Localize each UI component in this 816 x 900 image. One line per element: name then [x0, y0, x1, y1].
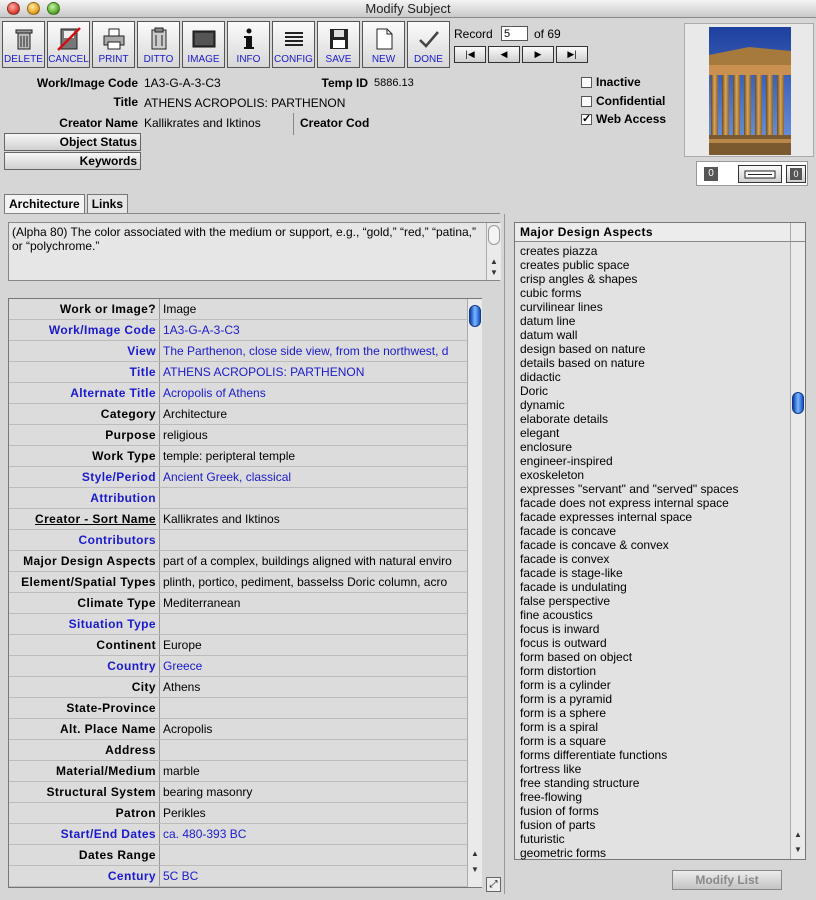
field-help-text: (Alpha 80) The color associated with the medium or support, e.g., “gold,” “red,” “patina,” or “polychrome.” [12, 225, 476, 253]
field-value[interactable] [163, 698, 465, 718]
list-scroll-up-icon[interactable]: ▲ [794, 830, 802, 839]
tab-bar [4, 194, 130, 214]
modify-list-button[interactable]: Modify List [672, 870, 782, 890]
confidential-checkbox[interactable] [581, 94, 665, 108]
header-divider [293, 113, 294, 135]
field-label: Work Type [9, 446, 160, 466]
next-record-button[interactable] [522, 46, 554, 63]
title-value: ATHENS ACROPOLIS: PARTHENON [144, 96, 346, 110]
title-label: Title [113, 95, 138, 109]
printer-icon [101, 26, 127, 52]
ditto-button-label: DITTO [143, 54, 174, 65]
field-row [9, 488, 467, 509]
list-item[interactable]: form is a square [520, 734, 607, 748]
field-value[interactable]: 5C BC [163, 869, 199, 883]
field-value[interactable]: religious [163, 428, 208, 442]
inactive-checkbox-label: Inactive [596, 75, 641, 89]
list-item[interactable]: facade expresses internal space [520, 510, 693, 524]
list-item[interactable]: form is a spiral [520, 720, 599, 734]
field-label: Alt. Place Name [9, 719, 160, 739]
list-item[interactable]: geometric forms [520, 846, 607, 860]
field-label: Continent [9, 635, 160, 655]
field-label: Purpose [9, 425, 160, 445]
list-item[interactable]: false perspective [520, 594, 611, 608]
tab-links[interactable]: Links [87, 194, 128, 213]
field-label[interactable]: Country [9, 656, 160, 676]
thumbnail-controls [696, 161, 808, 186]
field-value[interactable]: Perikles [163, 806, 206, 820]
image-button-label: IMAGE [187, 54, 220, 65]
list-item[interactable]: exoskeleton [520, 468, 585, 482]
field-label[interactable]: Creator - Sort Name [9, 509, 160, 529]
record-field-table [8, 298, 482, 888]
list-item[interactable]: datum line [520, 314, 576, 328]
field-row [9, 362, 467, 383]
list-item[interactable]: datum wall [520, 328, 578, 342]
list-item[interactable]: facade is concave & convex [520, 538, 669, 552]
confidential-checkbox-box[interactable] [581, 96, 592, 107]
field-label: State-Province [9, 698, 160, 718]
field-row [9, 824, 467, 845]
list-item[interactable]: facade is concave [520, 524, 617, 538]
field-label: Material/Medium [9, 761, 160, 781]
last-record-icon: ▶| [567, 49, 577, 59]
web-access-checkbox[interactable] [581, 112, 666, 126]
field-row [9, 656, 467, 677]
info-button[interactable] [227, 21, 270, 68]
fields-scroll-thumb[interactable] [469, 305, 481, 327]
save-button-label: SAVE [325, 54, 352, 65]
record-number-input[interactable] [501, 26, 528, 41]
config-button[interactable] [272, 21, 315, 68]
toolbar [2, 21, 450, 68]
field-row [9, 446, 467, 467]
object-status-button[interactable]: Object Status [4, 133, 141, 151]
field-label: Climate Type [9, 593, 160, 613]
list-item[interactable]: futuristic [520, 832, 565, 846]
list-header-corner [790, 223, 805, 242]
first-record-button[interactable] [454, 46, 486, 63]
list-item[interactable]: fusion of forms [520, 804, 599, 818]
list-item[interactable]: design based on nature [520, 342, 646, 356]
list-scroll-thumb[interactable] [792, 392, 804, 414]
field-help-box [8, 222, 500, 281]
list-item[interactable]: focus is inward [520, 622, 600, 636]
help-scrollbar[interactable] [486, 223, 501, 280]
field-value[interactable]: Kallikrates and Iktinos [163, 512, 280, 526]
list-item[interactable]: form is a sphere [520, 706, 607, 720]
web-access-checkbox-box[interactable]: ✓ [582, 112, 592, 125]
list-item[interactable]: cubic forms [520, 286, 582, 300]
list-title: Major Design Aspects [515, 223, 790, 242]
field-label: City [9, 677, 160, 697]
field-value[interactable]: The Parthenon, close side view, from the northwest, d [163, 344, 449, 358]
field-row [9, 530, 467, 551]
list-item[interactable]: creates public space [520, 258, 630, 272]
field-value[interactable]: plinth, portico, pediment, basselss Doric column, acro [163, 575, 448, 589]
film-strip-icon [739, 166, 783, 184]
panel-divider [504, 214, 505, 894]
field-value[interactable]: Europe [163, 638, 202, 652]
last-record-button[interactable] [556, 46, 588, 63]
window-title: Modify Subject [365, 1, 451, 16]
temp-id-label: Temp ID [321, 76, 368, 90]
field-row [9, 467, 467, 488]
field-value[interactable] [163, 530, 465, 550]
list-scrollbar[interactable] [790, 242, 805, 859]
record-indicator [454, 27, 561, 41]
config-button-label: CONFIG [274, 54, 313, 65]
tab-architecture[interactable]: Architecture [4, 194, 85, 214]
checkmark-icon [416, 26, 442, 52]
list-item[interactable]: free standing structure [520, 776, 640, 790]
list-item[interactable]: forms differentiate functions [520, 748, 668, 762]
field-row [9, 509, 467, 530]
list-item[interactable]: form based on object [520, 650, 633, 664]
image-thumbnail-panel [684, 23, 814, 157]
field-label: Patron [9, 803, 160, 823]
done-button-label: DONE [414, 54, 443, 65]
field-value[interactable]: 1A3-G-A-3-C3 [163, 323, 240, 337]
list-item[interactable]: facade does not express internal space [520, 496, 729, 510]
field-row [9, 425, 467, 446]
field-row [9, 761, 467, 782]
list-item[interactable]: fortress like [520, 762, 582, 776]
field-label: Category [9, 404, 160, 424]
field-label[interactable]: View [9, 341, 160, 361]
image-counter-2: 0 [790, 168, 802, 180]
list-item[interactable]: free-flowing [520, 790, 583, 804]
fields-scroll-up-icon[interactable]: ▲ [471, 849, 479, 858]
image-counter: 0 [704, 167, 718, 181]
record-label: Record [454, 27, 493, 41]
field-value[interactable]: temple: peripteral temple [163, 449, 296, 463]
work-code-label: Work/Image Code [36, 76, 138, 90]
temp-id-value: 5886.13 [374, 77, 414, 89]
field-label[interactable]: Contributors [9, 530, 160, 550]
image-icon [191, 26, 217, 52]
field-value[interactable]: Image [163, 302, 197, 316]
creator-name-value: Kallikrates and Iktinos [144, 116, 261, 130]
record-navigation [454, 46, 590, 63]
field-row [9, 320, 467, 341]
list-item[interactable]: elegant [520, 426, 560, 440]
field-label[interactable]: Alternate Title [9, 383, 160, 403]
field-value[interactable]: Acropolis [163, 722, 213, 736]
field-label[interactable]: Situation Type [9, 614, 160, 634]
field-row [9, 635, 467, 656]
image-button[interactable] [182, 21, 225, 68]
field-row [9, 719, 467, 740]
list-item[interactable]: facade is stage-like [520, 566, 623, 580]
resize-expand-icon[interactable]: ⤢ [486, 877, 501, 892]
creator-name-label: Creator Name [59, 116, 138, 130]
field-row [9, 404, 467, 425]
list-item[interactable]: expresses "servant" and "served" spaces [520, 482, 739, 496]
help-scroll-down-icon[interactable]: ▼ [490, 268, 498, 277]
list-item[interactable]: fine acoustics [520, 608, 593, 622]
cancel-button[interactable] [47, 21, 90, 68]
field-value[interactable] [163, 845, 465, 865]
field-value[interactable]: Greece [163, 659, 203, 673]
field-value[interactable]: part of a complex, buildings aligned with natural enviro [163, 554, 452, 568]
work-code-value: 1A3-G-A-3-C3 [144, 76, 221, 90]
fields-scroll-down-icon[interactable]: ▼ [471, 865, 479, 874]
list-item[interactable]: form is a cylinder [520, 678, 611, 692]
info-button-label: INFO [236, 54, 261, 65]
save-button[interactable] [317, 21, 360, 68]
field-label: Address [9, 740, 160, 760]
print-button-label: PRINT [98, 54, 129, 65]
inactive-checkbox-box[interactable] [581, 77, 592, 88]
field-row [9, 866, 467, 887]
field-value[interactable] [163, 614, 465, 634]
field-value[interactable]: Athens [163, 680, 201, 694]
field-label: Structural System [9, 782, 160, 802]
field-row [9, 782, 467, 803]
list-item[interactable]: details based on nature [520, 356, 645, 370]
field-row [9, 593, 467, 614]
field-row [9, 383, 467, 404]
field-row [9, 677, 467, 698]
field-label[interactable]: Work/Image Code [9, 320, 160, 340]
field-label[interactable]: Century [9, 866, 160, 886]
field-value[interactable]: ATHENS ACROPOLIS: PARTHENON [163, 365, 365, 379]
list-item[interactable]: elaborate details [520, 412, 609, 426]
confidential-checkbox-label: Confidential [596, 94, 666, 108]
list-item[interactable]: enclosure [520, 440, 573, 454]
field-label: Work or Image? [9, 299, 160, 319]
trash-icon [11, 26, 37, 52]
help-scroll-up-icon[interactable]: ▲ [490, 257, 498, 266]
field-label[interactable]: Start/End Dates [9, 824, 160, 844]
field-value[interactable] [163, 740, 465, 760]
field-value[interactable]: Ancient Greek, classical [163, 470, 292, 484]
new-page-icon [371, 26, 397, 52]
new-button-label: NEW [371, 54, 396, 65]
previous-record-button[interactable] [488, 46, 520, 63]
done-button[interactable] [407, 21, 450, 68]
field-label: Element/Spatial Types [9, 572, 160, 592]
list-item[interactable]: engineer-inspired [520, 454, 613, 468]
list-item[interactable]: fusion of parts [520, 818, 596, 832]
field-row [9, 803, 467, 824]
list-item[interactable]: Doric [520, 384, 549, 398]
field-label: Major Design Aspects [9, 551, 160, 571]
field-row [9, 572, 467, 593]
list-item[interactable]: form is a pyramid [520, 692, 613, 706]
field-value[interactable]: Architecture [163, 407, 228, 421]
field-row [9, 698, 467, 719]
web-access-checkbox-label: Web Access [596, 112, 667, 126]
field-row [9, 551, 467, 572]
config-icon [281, 26, 307, 52]
list-item[interactable]: form distortion [520, 664, 597, 678]
field-value[interactable]: Acropolis of Athens [163, 386, 266, 400]
design-aspects-list [514, 222, 806, 860]
print-button[interactable] [92, 21, 135, 68]
cancel-button-label: CANCEL [48, 54, 89, 65]
list-scroll-down-icon[interactable]: ▼ [794, 845, 802, 854]
ditto-icon [146, 26, 172, 52]
field-row [9, 614, 467, 635]
field-row [9, 299, 467, 320]
field-value[interactable]: marble [163, 764, 200, 778]
list-item[interactable]: dynamic [520, 398, 565, 412]
list-item[interactable]: didactic [520, 370, 561, 384]
field-label[interactable]: Title [9, 362, 160, 382]
list-item[interactable]: facade is undulating [520, 580, 627, 594]
keywords-button[interactable]: Keywords [4, 152, 141, 170]
record-total: of 69 [534, 27, 561, 41]
parthenon-photo[interactable] [709, 27, 791, 155]
field-value[interactable] [163, 488, 465, 508]
inactive-checkbox[interactable] [581, 75, 641, 89]
field-label: Dates Range [9, 845, 160, 865]
delete-button-label: DELETE [4, 54, 43, 65]
next-record-icon: ▶ [534, 49, 542, 59]
image-strip-button[interactable] [738, 165, 782, 183]
field-label[interactable]: Attribution [9, 488, 160, 508]
field-value[interactable]: Mediterranean [163, 596, 241, 610]
list-item[interactable]: focus is outward [520, 636, 607, 650]
first-record-icon: |◀ [465, 49, 475, 59]
list-item[interactable]: creates piazza [520, 244, 598, 258]
delete-button[interactable] [2, 21, 45, 68]
window-titlebar [0, 0, 816, 18]
field-value[interactable]: bearing masonry [163, 785, 253, 799]
help-scroll-thumb[interactable] [488, 225, 500, 245]
info-icon [236, 26, 262, 52]
list-item[interactable]: curvilinear lines [520, 300, 603, 314]
floppy-icon [326, 26, 352, 52]
ditto-button[interactable] [137, 21, 180, 68]
field-row [9, 740, 467, 761]
field-value[interactable]: ca. 480-393 BC [163, 827, 247, 841]
previous-record-icon: ◀ [500, 49, 508, 59]
field-row [9, 341, 467, 362]
tab-divider [4, 213, 500, 214]
list-item[interactable]: facade is convex [520, 552, 610, 566]
list-item[interactable]: crisp angles & shapes [520, 272, 638, 286]
field-row [9, 845, 467, 866]
fields-scrollbar[interactable] [467, 299, 482, 887]
new-button[interactable] [362, 21, 405, 68]
creator-code-label: Creator Cod [300, 116, 370, 130]
image-counter-button[interactable] [786, 165, 806, 183]
field-label[interactable]: Style/Period [9, 467, 160, 487]
cancel-icon [56, 26, 82, 52]
